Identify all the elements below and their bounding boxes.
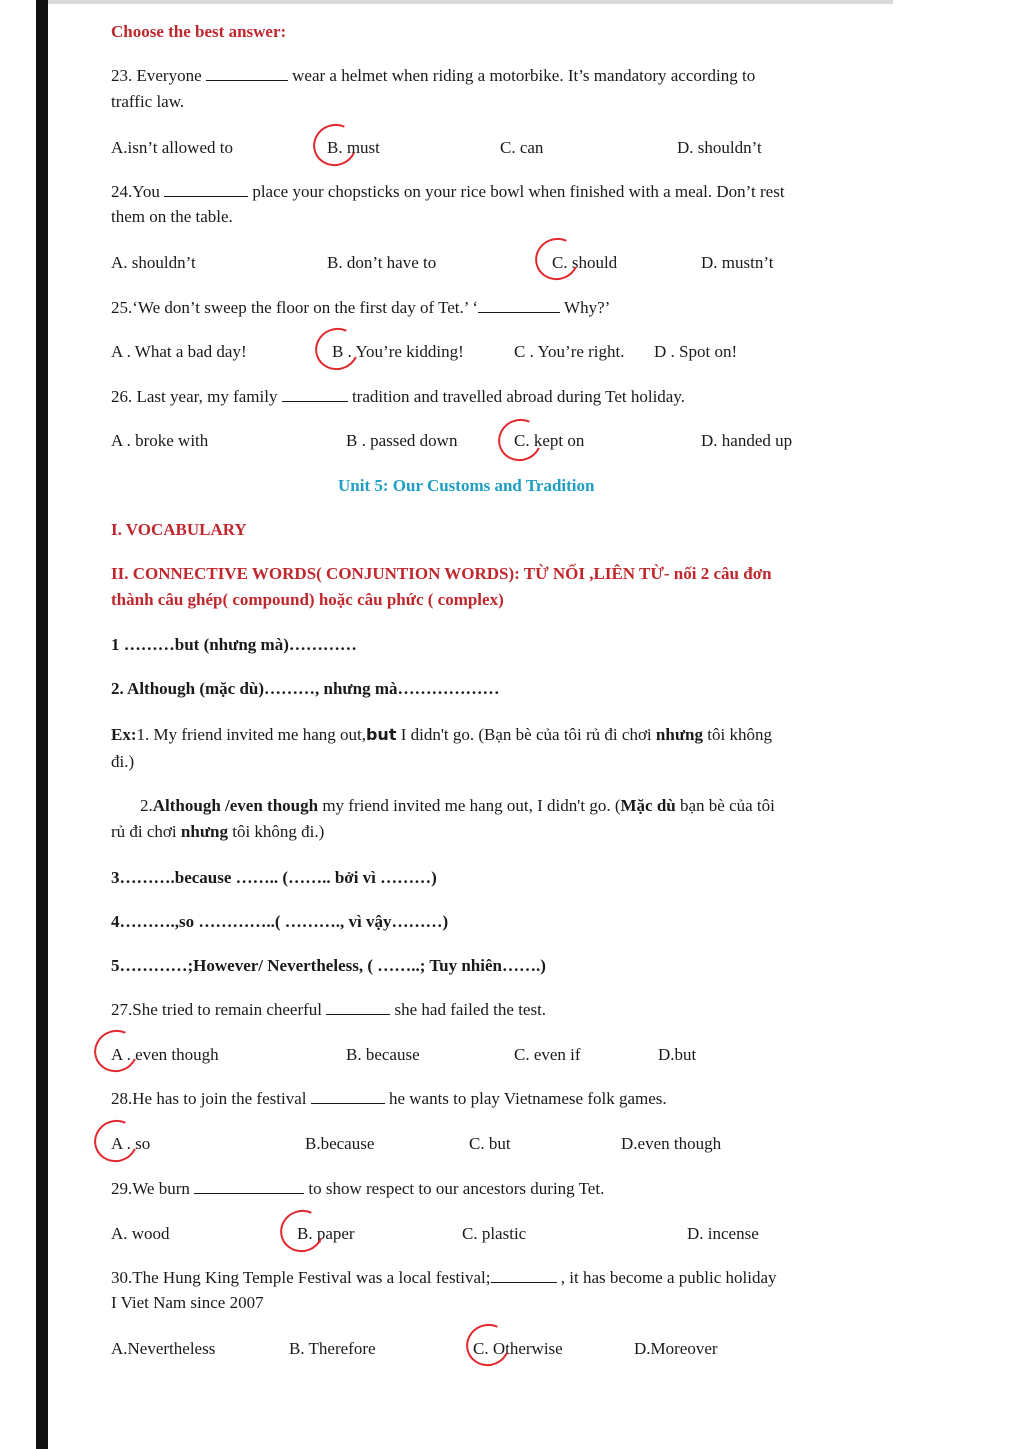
question-24-cont: them on the table. (111, 207, 233, 226)
q30-option-c: C. Otherwise (473, 1339, 563, 1358)
q27-option-b: B. because (346, 1045, 420, 1064)
example-1-cont: đi.) (111, 752, 135, 771)
q30-option-d: D.Moreover (634, 1339, 718, 1358)
example-2-cont: rủ đi chơi nhưng tôi không đi.) (111, 822, 325, 841)
answer-blank (491, 1268, 557, 1283)
answer-blank (194, 1179, 304, 1194)
question-28: 28.He has to join the festival he wants to play Vietnamese folk games. (111, 1089, 667, 1108)
question-30: 30.The Hung King Temple Festival was a local festival; , it has become a public holiday (111, 1268, 777, 1287)
q25-option-d: D . Spot on! (654, 342, 738, 361)
q29-option-d: D. incense (687, 1224, 759, 1243)
q25-option-b: B . You’re kidding! (332, 342, 464, 361)
q30-option-b: B. Therefore (289, 1339, 376, 1358)
answer-circle-mark (492, 413, 548, 468)
answer-circle-mark (460, 1318, 516, 1373)
top-rule (48, 0, 893, 4)
answer-blank (478, 298, 560, 313)
q27-option-a: A . even though (111, 1045, 219, 1064)
q26-option-a: A . broke with (111, 431, 209, 450)
q23-option-b: B. must (327, 138, 380, 157)
section-connective-words: II. CONNECTIVE WORDS( CONJUNTION WORDS): TỪ NỐI ,LIÊN TỪ- nối 2 câu đơn (111, 564, 772, 583)
example-1: Ex:1. My friend invited me hang out,but I didn't go. (Bạn bè của tôi rủ đi chơi nhưng tôi không (111, 725, 772, 744)
question-30-cont: I Viet Nam since 2007 (111, 1293, 264, 1312)
section-heading: Choose the best answer: (111, 22, 287, 41)
rule-so: 4……….,so …………..( ………., vì vậy………) (111, 912, 449, 931)
q27-option-d: D.but (658, 1045, 697, 1064)
answer-blank (326, 1000, 390, 1015)
question-25: 25.‘We don’t sweep the floor on the first day of Tet.’ ‘ Why?’ (111, 298, 611, 317)
q29-option-c: C. plastic (462, 1224, 527, 1243)
q25-option-c: C . You’re right. (514, 342, 625, 361)
question-29: 29.We burn to show respect to our ancestors during Tet. (111, 1179, 605, 1198)
q25-option-a: A . What a bad day! (111, 342, 247, 361)
q29-option-b: B. paper (297, 1224, 355, 1243)
question-23: 23. Everyone wear a helmet when riding a motorbike. It’s mandatory according to (111, 66, 756, 85)
q24-option-a: A. shouldn’t (111, 253, 196, 272)
right-margin (893, 0, 1024, 1449)
q28-option-a: A . so (111, 1134, 151, 1153)
question-24: 24.You place your chopsticks on your rice bowl when finished with a meal. Don’t rest (111, 182, 785, 201)
answer-circle-mark (88, 1024, 144, 1079)
answer-circle-mark (274, 1204, 330, 1259)
q23-option-d: D. shouldn’t (677, 138, 762, 157)
q26-option-b: B . passed down (346, 431, 458, 450)
section-connective-words-cont: thành câu ghép( compound) hoặc câu phức ( complex) (111, 590, 504, 609)
question-26: 26. Last year, my family tradition and travelled abroad during Tet holiday. (111, 387, 685, 406)
q24-option-c: C. should (552, 253, 618, 272)
rule-however: 5…………;However/ Nevertheless, ( ……..; Tuy nhiên…….) (111, 956, 546, 975)
answer-circle-mark (309, 322, 365, 377)
q28-option-d: D.even though (621, 1134, 722, 1153)
q23-option-a: A.isn’t allowed to (111, 138, 233, 157)
q29-option-a: A. wood (111, 1224, 170, 1243)
rule-because: 3……….because …….. (…….. bởi vì ………) (111, 868, 437, 887)
question-23-cont: traffic law. (111, 92, 185, 111)
left-border (36, 0, 48, 1449)
q26-option-c: C. kept on (514, 431, 585, 450)
answer-circle-mark (307, 118, 363, 173)
q24-option-d: D. mustn’t (701, 253, 774, 272)
q28-option-b: B.because (305, 1134, 375, 1153)
answer-circle-mark (529, 232, 585, 287)
answer-circle-mark (88, 1114, 144, 1169)
rule-but: 1 ………but (nhưng mà)………… (111, 635, 357, 654)
answer-blank (282, 387, 348, 402)
question-27: 27.She tried to remain cheerful she had failed the test. (111, 1000, 547, 1019)
rule-although: 2. Although (mặc dù)………, nhưng mà……………… (111, 679, 500, 698)
q30-option-a: A.Nevertheless (111, 1339, 216, 1358)
q23-option-c: C. can (500, 138, 544, 157)
answer-blank (164, 182, 248, 197)
unit-title: Unit 5: Our Customs and Tradition (338, 476, 595, 495)
answer-blank (311, 1089, 385, 1104)
q27-option-c: C. even if (514, 1045, 581, 1064)
q26-option-d: D. handed up (701, 431, 793, 450)
answer-blank (206, 66, 288, 81)
example-2: 2.Although /even though my friend invited me hang out, I didn't go. (Mặc dù bạn bè của tôi (140, 796, 775, 815)
q28-option-c: C. but (469, 1134, 511, 1153)
q24-option-b: B. don’t have to (327, 253, 437, 272)
section-vocabulary: I. VOCABULARY (111, 520, 247, 539)
